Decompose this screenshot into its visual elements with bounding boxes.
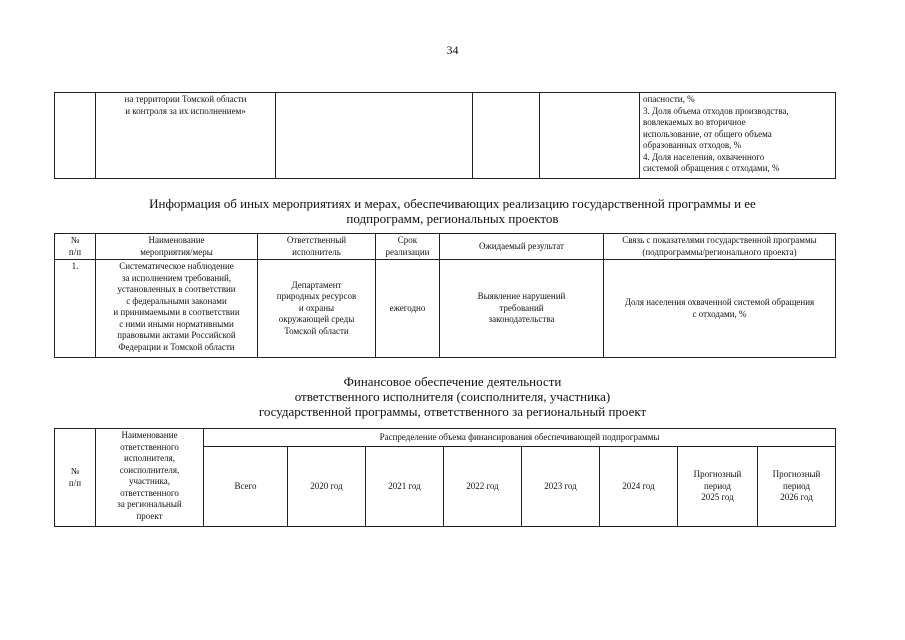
row-responsible: Департамент природных ресурсов и охраны окружающей среды Томской области (258, 260, 376, 358)
header-result: Ожидаемый результат (440, 234, 604, 260)
header-term: Срок реализации (376, 234, 440, 260)
row-num: 1. (55, 260, 96, 358)
continuation-cell-result (540, 93, 640, 179)
fin-header-2022: 2022 год (444, 447, 522, 527)
row-name: Систематическое наблюдение за исполнением требований, установленных в соответствии с федеральными законами и принимаемыми в соответствии с ними иными нормативными правовыми актами Российской Федерации и Томской области (96, 260, 258, 358)
page-number: 34 (446, 43, 459, 57)
fin-header-name: Наименование ответственного исполнителя, соисполнителя, участника, ответственного за региональный проект (96, 429, 204, 527)
fin-header-total: Всего (204, 447, 288, 527)
row-result: Выявление нарушений требований законодательства (440, 260, 604, 358)
continuation-cell-indicators: опасности, % 3. Доля объема отходов производства, вовлекаемых во вторичное использование, от общего объема образованных отходов, % 4. Доля населения, охваченного системой обращения с отходами, % (640, 93, 836, 179)
fin-header-forecast-2025: Прогнозный период 2025 год (678, 447, 758, 527)
fin-header-2024: 2024 год (600, 447, 678, 527)
fin-header-forecast-2026: Прогнозный период 2026 год (758, 447, 836, 527)
row-term: ежегодно (376, 260, 440, 358)
continuation-cell-num (55, 93, 96, 179)
fin-header-2021: 2021 год (366, 447, 444, 527)
fin-header-distribution: Распределение объема финансирования обеспечивающей подпрограммы (204, 429, 836, 447)
continuation-cell-term (473, 93, 540, 179)
continuation-cell-responsible (276, 93, 473, 179)
row-link: Доля населения охваченной системой обращения с отходами, % (604, 260, 836, 358)
continuation-cell-name: на территории Томской области и контроля за их исполнением» (96, 93, 276, 179)
section3-title: Финансовое обеспечение деятельности ответственного исполнителя (соисполнителя, участника) государственной программы, ответственного за региональный проект (258, 374, 647, 419)
fin-header-num: № п/п (55, 429, 96, 527)
measures-table (54, 233, 836, 358)
continuation-table (54, 92, 836, 179)
header-link: Связь с показателями государственной программы (подпрограммы/регионального проекта) (604, 234, 836, 260)
header-num: № п/п (55, 234, 96, 260)
fin-header-2023: 2023 год (522, 447, 600, 527)
header-responsible: Ответственный исполнитель (258, 234, 376, 260)
header-name: Наименование мероприятия/меры (96, 234, 258, 260)
section2-title: Информация об иных мероприятиях и мерах, обеспечивающих реализацию государственной программы и ее подпрограмм, региональных проектов (149, 196, 756, 226)
financing-table (54, 428, 836, 527)
fin-header-2020: 2020 год (288, 447, 366, 527)
